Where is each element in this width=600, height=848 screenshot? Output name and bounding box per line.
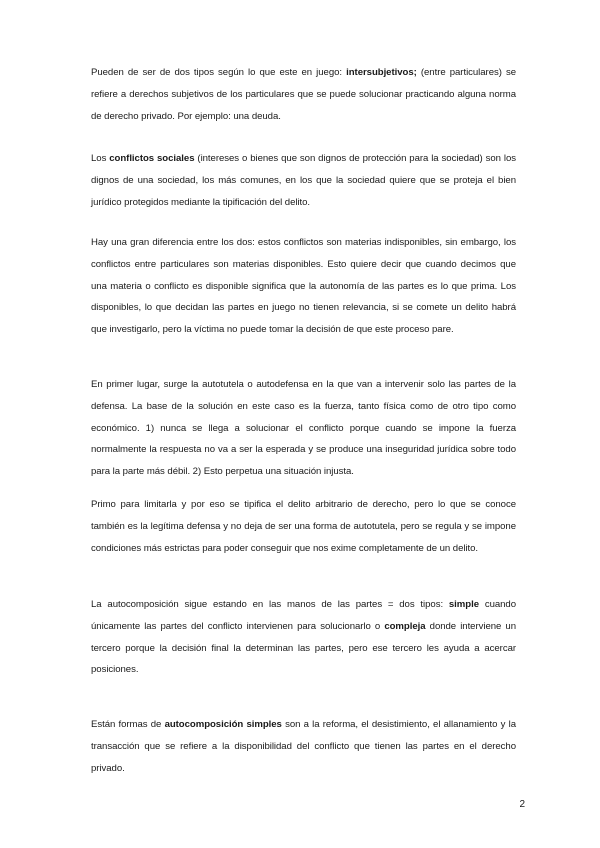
paragraph-intersubjetivos xyxy=(91,62,516,127)
bold-term: simple xyxy=(448,599,479,610)
paragraph-text: Primo para limitarla y por eso se tipifica el delito arbitrario de derecho, pero lo que se conoce también es la legítima defensa y no deja de ser una forma de autotutela, pero se regula y se impone condiciones más estrictas para poder conseguir que nos exime completamente de un delito. xyxy=(91,499,516,554)
paragraph-legitima-defensa xyxy=(91,494,516,559)
paragraph-text: En primer lugar, surge la autotutela o autodefensa en la que van a intervenir solo las partes de la defensa. La base de la solución en este caso es la fuerza, tanto física como de otro tipo como económico. 1) nunca se llega a solucionar el conflicto porque cuando se impone la fuerza normalmente la respuesta no va a ser la esperada y se produce una inseguridad jurídica sobre todo para la parte más débil. 2) Esto perpetua una situación injusta. xyxy=(91,379,516,478)
page-number: 2 xyxy=(519,799,525,810)
paragraph-text: La autocomposición sigue estando en las manos de las partes = dos tipos: xyxy=(91,599,449,610)
paragraph-text: Hay una gran diferencia entre los dos: estos conflictos son materias indisponibles, sin embargo, los conflictos entre particulares son materias disponibles. Esto quiere decir que cuando decimos que una materia o conflicto es disponible significa que la autonomía de las partes es lo que prima. Los disponibles, lo que decidan las partes en juego no tienen relevancia, si se comete un delito habrá que investigarlo, pero la víctima no puede tomar la decisión de que este proceso pare. xyxy=(91,237,516,336)
paragraph-conflictos-sociales xyxy=(91,148,516,213)
bold-term: conflictos sociales xyxy=(109,153,195,164)
bold-term: autocomposición simples xyxy=(164,719,282,730)
paragraph-text: donde interviene un tercero porque la decisión final la determinan las partes, pero ese tercero les ayuda a acercar posiciones. xyxy=(91,620,516,676)
paragraph-text: son a la reforma, el desistimiento, el allanamiento y la transacción que se refiere a la disponibilidad del conflicto que tienen las partes en el derecho privado. xyxy=(91,719,516,774)
paragraph-text: Están formas de xyxy=(91,719,165,730)
paragraph-text: (entre particulares) se refiere a derechos subjetivos de los particulares que se puede solucionar practicando alguna norma de derecho privado. Por ejemplo: una deuda. xyxy=(91,67,517,122)
paragraph-text: (intereses o bienes que son dignos de protección para la sociedad) son los dignos de una sociedad, los más comunes, en los que la sociedad quiere que se proteja el bien jurídico protegidos mediante la tipificación del delito. xyxy=(91,153,516,208)
paragraph-text: Los xyxy=(91,153,110,164)
paragraph-autocomposicion xyxy=(91,594,516,681)
paragraph-text: Pueden de ser de dos tipos según lo que este en juego: xyxy=(91,67,347,78)
paragraph-autotutela xyxy=(91,374,516,483)
paragraph-formas-autocomposicion xyxy=(91,714,516,779)
paragraph-diferencia xyxy=(91,232,516,341)
paragraph-text: cuando únicamente las partes del conflicto intervienen para solucionarlo o xyxy=(91,599,516,632)
bold-term: compleja xyxy=(384,620,426,632)
bold-term: intersubjetivos; xyxy=(346,67,417,78)
